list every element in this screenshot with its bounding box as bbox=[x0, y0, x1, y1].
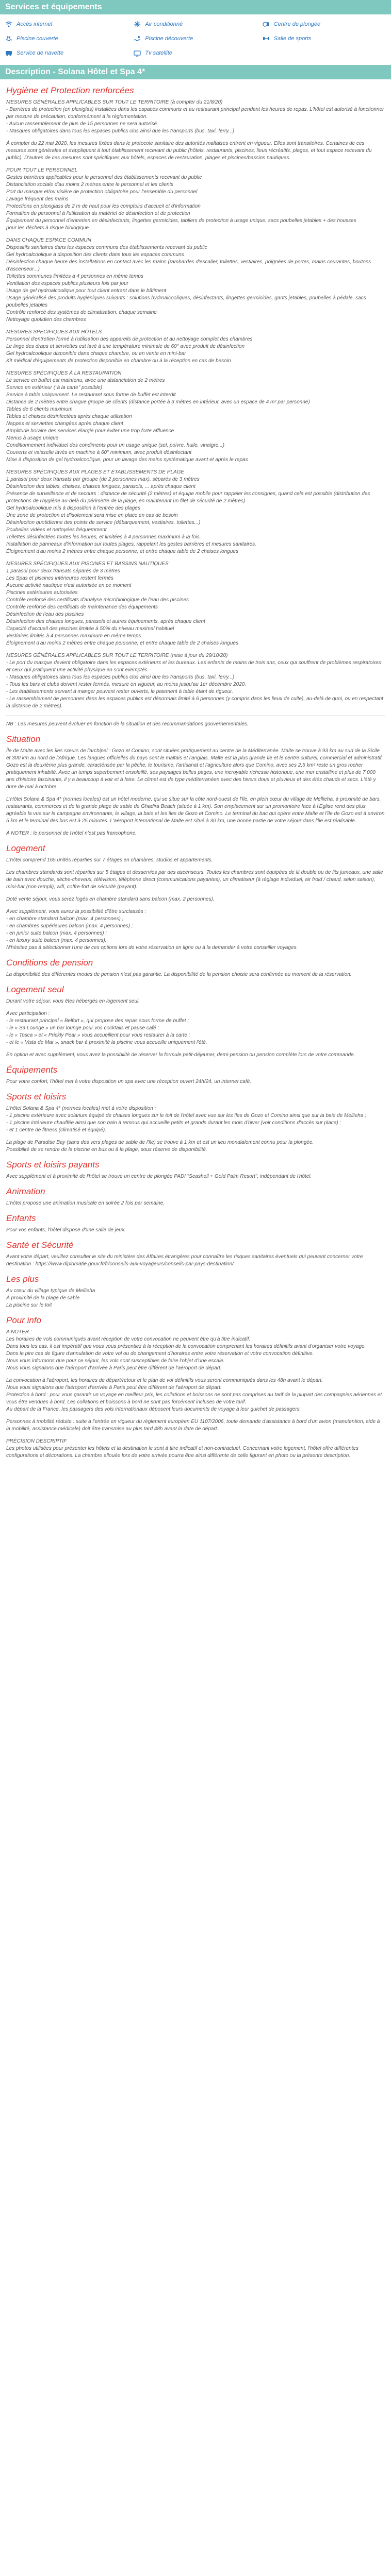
section-heading: Enfants bbox=[6, 1213, 36, 1223]
description-header bbox=[0, 65, 391, 79]
snowflake-icon bbox=[134, 21, 141, 28]
section-paragraph: Avec supplément et à proximité de l'hôtel se trouve un centre de plongée PADI "Seashell + Gold Palm Resort", indépendant de l'hôtel. bbox=[6, 1174, 312, 1179]
service-label: Tv satellite bbox=[145, 50, 172, 56]
section-paragraph: A NOTER : Les horaires de vols communiqués avant réception de votre convocation ne peuvent être qu'à titre indicatif. Dans tous les cas, il est impératif que vous vous présentiez à la réception de la convocation comprenant les horaires définitifs avant d'organiser votre voyage. Dans le pire cas de figure d'annulation de votre vol ou de changement d'horaires entre votre réservation et votre convocation définitive. Nous vous informons que pour ce séjour, les vols sont susceptibles de faire l'objet d'une escale. Nous vous signalons que l'aéroport d'arrivée à Paris peut être différent de l'aéroport de départ. bbox=[6, 1329, 366, 1371]
section-paragraph: Au cœur du village typique de Mellieha À proximité de la plage de sable La piscine sur le toit bbox=[6, 1288, 95, 1308]
section-heading: Logement seul bbox=[6, 985, 64, 994]
tv-icon bbox=[134, 49, 141, 57]
section-heading: Sports et loisirs payants bbox=[6, 1160, 100, 1170]
section-paragraph: MESURES GÉNÉRALES APPLICABLES SUR TOUT LE TERRITOIRE (à compter du 21/8/20) - Barrières de protection (en plexiglas) installées dans les espaces communs et au restaurant principal pendant les heures de repas. L'hôtel est autorisé à fonctionner par mesure de précaution, conformément à la réglementation. - Aucun rassemblement de plus de 15 personnes ne sera autorisé. - Masques obligatoires dans tous les espaces publics clos ainsi que les transports (bus, taxi, ferry...) bbox=[6, 99, 384, 134]
description-title: Description - Solana Hôtel et Spa 4* bbox=[5, 67, 145, 76]
section-paragraph: En option et avec supplément, vous avez la possibilité de réserver la formule petit-déjeuner, demi-pension ou pension complète lors de votre commande. bbox=[6, 1052, 355, 1058]
section-paragraph: MESURES GÉNÉRALES APPLICABLES SUR TOUT LE TERRITOIRE (mise à jour du 29/10/20) - Le port du masque devient obligatoire dans les espaces extérieurs et les bureaux. Les enfants de moins de trois ans, ceux qui souffrent de problèmes respiratoires et ceux qui pratiquent une activité physique en sont exemptés. - Masques obligatoires dans tous les espaces publics clos ainsi que les transports (bus, taxi, ferry...) - Tous les bars et clubs doivent rester fermés, mesure en vigueur, au moins jusqu'au 1er décembre 2020. - Les établissements servant à manger peuvent rester ouverts, le paiement à table étant de rigueur. - Le rassemblement de personnes dans les espaces publics est désormais limité à 6 personnes (y compris dans les lieux de culte), au-delà de quoi, ou en respectant la distance de 2 mètres). bbox=[6, 653, 383, 709]
section-heading: Hygiène et Protection renforcées bbox=[6, 86, 134, 95]
section-enfants bbox=[6, 1213, 385, 1234]
shuttle-icon bbox=[5, 49, 12, 57]
section-sante-securite bbox=[6, 1240, 385, 1268]
service-label: Piscine couverte bbox=[17, 36, 58, 42]
section-paragraph: L'hôtel comprend 165 unités réparties sur 7 étages en chambres, studios et appartements. bbox=[6, 857, 213, 863]
pool-outdoor-icon bbox=[134, 35, 141, 42]
service-item-shuttle bbox=[5, 49, 128, 57]
section-paragraph: MESURES SPÉCIFIQUES AUX HÔTELS Personnel d'entretien formé à l'utilisation des appareils de protection et au nettoyage complet des chambres Le linge des draps et serviettes est lavé à une température minimale de 60° avec produit de désinfection Gel hydroalcoolique disponible dans chaque chambre, ou en vente en mini-bar Kit médical d'équipements de protection disponible en chambre ou à la réception en cas de besoin bbox=[6, 329, 253, 364]
section-heading: Pour info bbox=[6, 1315, 42, 1325]
services-title: Services et équipements bbox=[5, 3, 102, 11]
dumbbell-icon bbox=[263, 35, 270, 42]
section-paragraph: L'hôtel propose une animation musicale en soirée 2 fois par semaine. bbox=[6, 1200, 165, 1206]
service-item-air-conditioning bbox=[134, 21, 257, 28]
service-item-gym bbox=[263, 35, 386, 42]
section-heading: Santé et Sécurité bbox=[6, 1240, 74, 1250]
section-heading: Situation bbox=[6, 734, 41, 744]
section-situation bbox=[6, 734, 385, 837]
wifi-icon bbox=[5, 21, 12, 28]
section-paragraph: MESURES SPÉCIFIQUES AUX PLAGES ET ÉTABLISSEMENTS DE PLAGE 1 parasol pour deux transats par groupe (de 2 personnes max), séparés de 3 mètres Désinfection des tables, chaises, chaises longues, parasols, ... après chaque client Présence de surveillance et de secours : distance de sécurité (2 mètres) et équipe mobile pour rappeler les consignes, quand cela est possible (distribution des protections de l'hygiène au-delà du périmètre de la plage, en maintenant un filet de sécurité de 2 mètres) Gel hydroalcoolique mis à disposition à l'entrée des plages Une zone de protection et d'isolement sera mise en place en cas de besoin Désinfection quotidienne des points de service (débarquement, vestiaires, toilettes...) Poubelles vidées et nettoyées fréquemment Toilettes désinfectées toutes les heures, et limitées à 4 personnes maximum à la fois. Installation de panneaux d'information sur toutes plages, rappelant les gestes barrières et mesures sanitaires. Éloignement d'au moins 2 mètres entre chaque personne, et entre chaque table de 2 chaises longues bbox=[6, 469, 370, 554]
section-logement-seul bbox=[6, 985, 385, 1059]
section-heading: Équipements bbox=[6, 1065, 58, 1075]
service-item-outdoor-pool bbox=[134, 35, 257, 42]
pool-icon bbox=[5, 35, 12, 42]
section-paragraph: MESURES SPÉCIFIQUES AUX PISCINES ET BASSINS NAUTIQUES 1 parasol pour deux transats séparés de 3 mètres Les Spas et piscines intérieures restent fermés Aucune activité nautique n'est autorisée en ce moment Piscines extérieures autorisées Contrôle renforcé des certificats d'analyse microbiologique de l'eau des piscines Contrôle renforcé des certificats de maintenance des équipements Désinfection de l'eau des piscines Désinfection des chaises longues, parasols et autres équipements, après chaque client Capacité d'accueil des piscines limitée à 50% du niveau maximal habituel Vestiaires limités à 4 personnes maximum en même temps Éloignement d'au moins 2 mètres entre chaque personne, et entre chaque table de 2 chaises longues bbox=[6, 561, 238, 646]
section-paragraph: POUR TOUT LE PERSONNEL Gestes barrières applicables pour le personnel des établissements recevant du public Distanciation sociale d'au moins 2 mètres entre le personnel et les clients Port du masque et/ou visière de protection obligatoire pour l'ensemble du personnel Lavage fréquent des mains Protections en plexiglass de 2 m de haut pour les comptoirs d'accueil et d'information Formation du personnel à l'utilisation du matériel de désinfection et de protection Équipement du personnel d'entretien en désinfectants, lingettes germicides, tabliers de protection à usage unique, sacs poubelles jetables + des housses pour les déchets à risque biologique bbox=[6, 167, 356, 231]
section-hygiene bbox=[6, 86, 385, 728]
section-heading: Les plus bbox=[6, 1274, 39, 1284]
section-paragraph: Pour vos enfants, l'hôtel dispose d'une salle de jeux. bbox=[6, 1227, 126, 1233]
section-paragraph: Avec supplément, vous aurez la possibilité d'être surclassés : - en chambre standard balcon (max. 4 personnes) ; - en chambres supérieures balcon (max. 4 personnes) ; - en junior suite balcon (max. 4 personnes) ; - en luxury suite balcon (max. 4 personnes). N'hésitez pas à sélectionner l'une de ces options lors de votre réservation en ligne ou à la demander à votre conseiller voyages. bbox=[6, 909, 298, 951]
section-paragraph: MESURES SPÉCIFIQUES À LA RESTAURATION Le service en buffet est maintenu, avec une distanciation de 2 mètres Service en extérieur ("à la carte" possible) Service à table uniquement. Le restaurant sous forme de buffet est interdit Distance de 2 mètres entre chaque groupe de clients (distance portée à 3 mètres en intérieur, avec un espace de 4 m² par personne) Tables de 6 clients maximum Tables et chaises désinfectées après chaque utilisation Nappes et serviettes changées après chaque client Amplitude horaire des services élargie pour éviter une trop forte affluence Menus à usage unique Conditionnement individuel des condiments pour un usage unique (sel, poivre, huile, vinaigre...) Couverts et vaisselle lavés en machine à 60° minimum, avec produit désinfectant Mise à disposition de gel hydroalcoolique, pour un lavage des mains systématique avant et après le repas bbox=[6, 370, 310, 463]
description-content bbox=[0, 79, 391, 1470]
section-paragraph: DANS CHAQUE ESPACE COMMUN Dispositifs sanitaires dans les espaces communs des établissements recevant du public Gel hydroalcoolique à disposition des clients dans tous les espaces communs Désinfection chaque heure des installations en contact avec les mains (rambardes d'escalier, toilettes, vestiaires, poignées de portes, mains courantes, boutons d'ascenseur...) Toilettes communes limitées à 4 personnes en même temps Ventilation des espaces publics plusieurs fois par jour Usage de gel hydroalcoolique pour tout client entrant dans le bâtiment Usage généralisé des produits hygiéniques suivants : solutions hydroalcooliques, désinfectants, lingettes germicides, gants jetables, poubelles à pédale, sacs poubelles jetables Contrôle renforcé des systèmes de climatisation, chaque semaine Nettoyage quotidien des chambres bbox=[6, 238, 371, 323]
section-paragraph: Durant votre séjour, vous êtes hébergés en logement seul. bbox=[6, 998, 140, 1004]
section-heading: Animation bbox=[6, 1187, 45, 1196]
section-heading: Sports et loisirs bbox=[6, 1092, 67, 1101]
section-paragraph: A NOTER : le personnel de l'hôtel n'est pas francophone. bbox=[6, 831, 137, 836]
section-paragraph: La disponibilité des différentes modes de pension n'est pas garantie. La disponibilité de la pension choisie sera confirmée au moment de la réservation. bbox=[6, 972, 352, 977]
section-paragraph: Les chambres standards sont réparties sur 5 étages et desservies par des ascenseurs. Toutes les chambres sont équipées de lit double ou de lits jumeaux, une salle de bain avec douche, sèche-cheveux, télévision, téléphone direct (communications payantes), un climatiseur (à réglage individuel, air froid / chaud, selon saison), mini-bar (non rempli), wifi, coffre-fort de sécurité (payant). bbox=[6, 870, 383, 890]
section-paragraph: Avec participation : - le restaurant principal « Belfort », qui propose des repas sous forme de buffet ; - le « Sa Lounge » un bar lounge pour vos cocktails et pause café ; - le « Tosca » et « Prickly Pear » vous accueillent pour vous restaurer à la carte ; - et le « Vista de Mar », snack bar à proximité la piscine vous accueille uniquement l'été. bbox=[6, 1011, 207, 1045]
service-item-indoor-pool bbox=[5, 35, 128, 42]
service-label: Air conditionné bbox=[145, 21, 183, 27]
section-paragraph: La plage de Paradise Bay (sans des vers plages de sable de l'île) se trouve à 1 km et est un lieu mondialement connu pour la plongée. Possibilité de se rendre de la piscine en bus ou à la plage, sous réserve de disponibilité. bbox=[6, 1140, 314, 1153]
section-sports-loisirs-payants bbox=[6, 1160, 385, 1180]
section-paragraph: À compter du 22 mai 2020, les mesures fixées dans le protocole sanitaire des autorités maltaises entrent en vigueur. Elles sont transitoires. Certaines de ces mesures sont générales et s'appliquent à tout établissement recevant du public (hôtels, restaurants, piscines, lieux récréatifs, plages, et tout espace recevant du public). D'autres de ces mesures sont spécifiques aux hôtels, espaces de restauration, plages et piscines/bassins nautiques. bbox=[6, 141, 372, 161]
service-label: Accès internet bbox=[17, 21, 53, 27]
section-paragraph: PRÉCISION DESCRIPTIF Les photos utilisées pour présenter les hôtels et la destination le sont à titre indicatif et non-contractuel. Concernant votre logement, l'hôtel offre différentes configurations et décorations. La chambre allouée lors de votre arrivée pourra être ainsi différente de celle figurant en photo ou la présente description. bbox=[6, 1438, 359, 1459]
section-animation bbox=[6, 1187, 385, 1207]
section-paragraph: Avant votre départ, veuillez consulter le site du ministère des Affaires étrangères pour connaître les risques sanitaires éventuels qui peuvent concerner votre destination : https://www.diplomatie.gouv.fr/fr/conseils-aux-voyageurs/conseils-par-pays-destination/ bbox=[6, 1254, 363, 1267]
service-item-internet bbox=[5, 21, 128, 28]
section-paragraph: Personnes à mobilité réduite : suite à l'entrée en vigueur du règlement européen EU 1107/2006, toute demande d'assistance à bord d'un avion (manutention, aide à la mobilité, assistance médicale) doit être transmise au plus tard 48h avant la date de départ. bbox=[6, 1419, 380, 1432]
section-paragraph: Doté vente séjour, vous serez logés en chambre standard sans balcon (max. 2 personnes). bbox=[6, 896, 215, 902]
service-item-satellite-tv bbox=[134, 49, 257, 57]
section-paragraph: NB : Les mesures peuvent évoluer en fonction de la situation et des recommandations gouvernementales. bbox=[6, 721, 249, 727]
section-paragraph: L'hôtel Solana & Spa 4* (normes locales) met à votre disposition : - 1 piscine extérieure avec solarium équipé de chaises longues sur le toit de l'hôtel avec vue sur les îles de Gozo et Comino ainsi que sur la baie de Mellieha ; - 1 piscine intérieure chauffée ainsi que son bain à remous qui accueille petits et grands durant les mois d'hiver (voir conditions d'accès sur place) ; - et 1 centre de fitness (climatisé et équipé). bbox=[6, 1106, 366, 1133]
section-heading: Conditions de pension bbox=[6, 958, 93, 968]
divider bbox=[6, 715, 385, 716]
section-paragraph: L'Hôtel Solana & Spa 4* (normes locales) est un hôtel moderne, qui se situe sur la côte nord-ouest de l'île, en plein cœur du village de Mellieha, à proximité de bars, restaurants, commerces et de la grande plage de sable de Ghadira Beach (située à 1 km). Son emplacement sur un promontoire face à l'Eglise rend des plus agréable la vue sur la campagne environnante, le village, la baie et les îles de Gozo et Comino. Le terminal du bac qui opère entre Malte et l'île de Gozo est à environ 5 km et le terminal des bus est à 25 minutes. L'aéroport international de Malte est situé à 30 km, une bonne partie de votre séjour dans l'île est réalisable. bbox=[6, 796, 385, 824]
section-heading: Logement bbox=[6, 843, 45, 853]
services-header bbox=[0, 0, 391, 14]
service-label: Service de navette bbox=[17, 50, 64, 56]
diving-icon bbox=[263, 21, 270, 28]
section-pour-info bbox=[6, 1315, 385, 1460]
section-equipements bbox=[6, 1065, 385, 1086]
services-grid bbox=[0, 14, 391, 60]
service-label: Piscine découverte bbox=[145, 36, 193, 42]
section-conditions-pension bbox=[6, 958, 385, 978]
section-paragraph: La convocation à l'aéroport, les horaires de départ/retour et le plan de vol définitifs vous seront communiqués dans les 48h avant le départ. Nous vous signalons que l'aéroport d'arrivée à Paris peut être différent de l'aéroport de départ. Protection à bord : pour vous garantir un voyage en meilleur prix, les collations et boissons ne sont pas comprises au tarif de la plupart des compagnies aériennes et vous être vendues à bord. Les collations et boissons à bord ne sont pas forcément incluses de votre tarif. Au départ de la France, les passagers des vols internationaux déposent leurs documents de voyage à leur guichet de passagers. bbox=[6, 1378, 382, 1412]
service-label: Salle de sports bbox=[273, 36, 312, 42]
section-les-plus bbox=[6, 1274, 385, 1309]
section-logement bbox=[6, 843, 385, 952]
section-sports-loisirs bbox=[6, 1092, 385, 1154]
section-paragraph: Pour votre confort, l'hôtel met à votre disposition un spa avec une réception ouvert 24h/24, un internet café. bbox=[6, 1079, 251, 1084]
service-label: Centre de plongée bbox=[273, 21, 321, 27]
service-item-diving-center bbox=[263, 21, 386, 28]
section-paragraph: Île de Malte avec les îles sœurs de l'archipel : Gozo et Comino, sont situées pratiquement au centre de la Méditerranée. Malte se trouve à 93 km au sud de la Sicile et 300 km au nord de l'Afrique. Les langues officielles du pays sont le maltais et l'anglais. Malte est la plus grande île et le centre culturel, commercial et administratif. Gozo est la deuxième plus grande, caractérisée par la pêche, le tourisme, l'artisanat et l'agriculture alors que Comino, avec ses 2,5 km² reste un gros rocher pratiquement inhabité. Avec un temps superbement ensoleillé, ses paysages belles pages, une incroyable richesse historique, une mer cristalline et plus de 7 000 ans d'histoire fascinante, il y a beaucoup à voir et à faire. Le climat est de type méditerranéen avec des hivers doux et pluvieux et des étés chauds et secs. L'été y dure de mai à octobre. bbox=[6, 748, 383, 790]
